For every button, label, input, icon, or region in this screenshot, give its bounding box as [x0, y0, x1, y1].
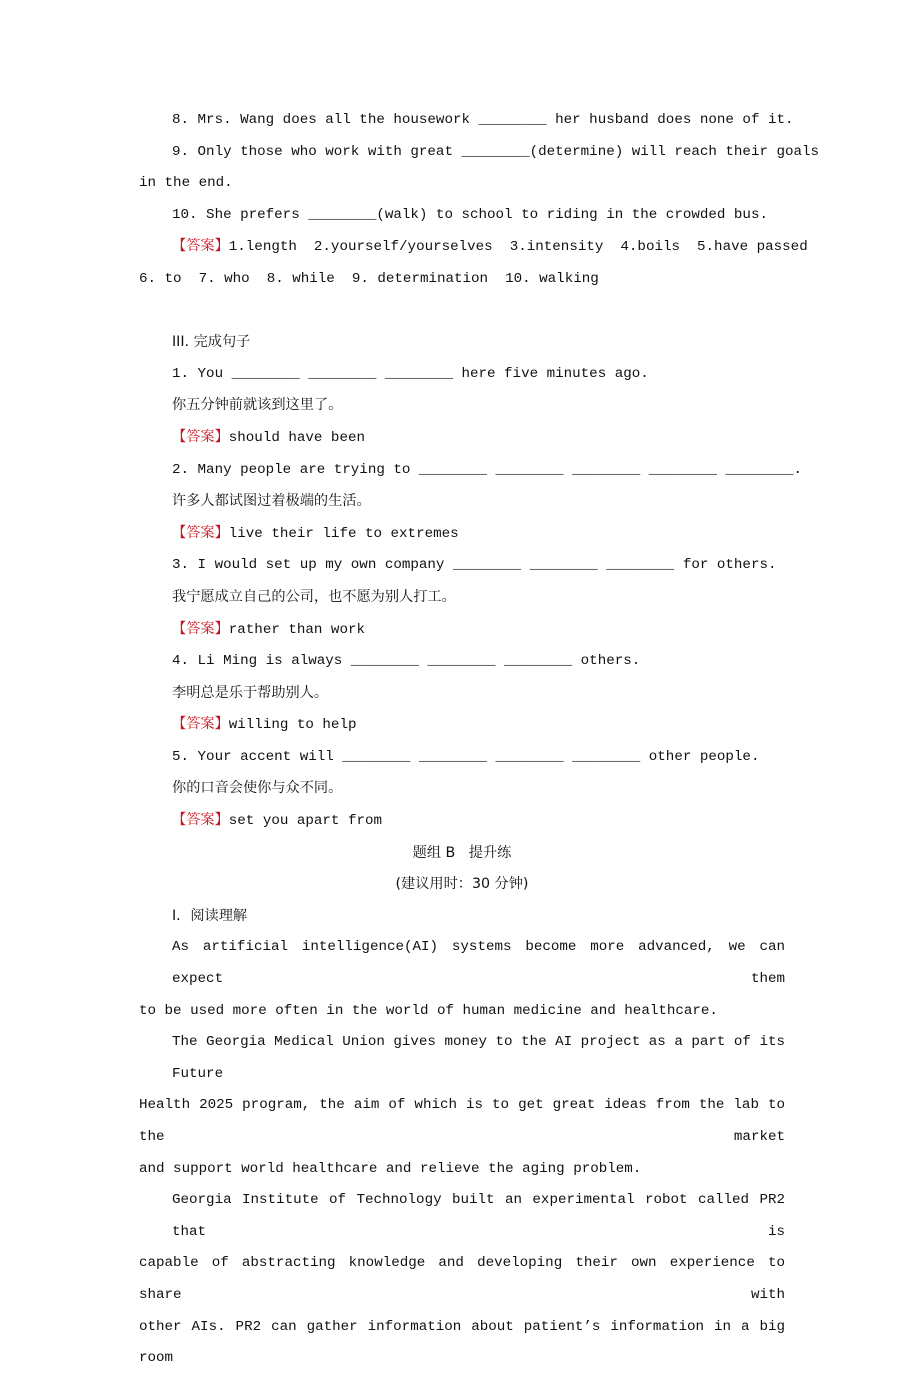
answer-tag: 【答案】 — [172, 620, 229, 637]
spacer — [139, 296, 785, 328]
answer-text: rather than work — [228, 621, 365, 638]
answer-tag: 【答案】 — [172, 716, 229, 733]
passage-p2-line-1: The Georgia Medical Union gives money to the AI project as a part of its Future — [172, 1034, 785, 1082]
group-b-subtitle: (建议用时：30 分钟) — [395, 876, 529, 893]
answer-text: live their life to extremes — [228, 525, 459, 542]
sentence-2-english: 2. Many people are trying to ________ ________ ________ ________ ________. — [172, 461, 803, 478]
question-9-line-2: in the end. — [139, 175, 233, 192]
document-page — [139, 105, 820, 1375]
passage-p3-line-1: Georgia Institute of Technology built an experimental robot called PR2 that is — [172, 1192, 785, 1240]
passage-p2-line-2: Health 2025 program, the aim of which is to get great ideas from the lab to the market — [139, 1097, 785, 1145]
sentence-1-english: 1. You ________ ________ ________ here five minutes ago. — [172, 365, 649, 382]
sentence-4-answer — [139, 709, 785, 742]
passage-p2-line-3: and support world healthcare and relieve the aging problem. — [139, 1160, 642, 1177]
answer-text: set you apart from — [228, 813, 383, 830]
sentence-4-english: 4. Li Ming is always ________ ________ ________ others. — [172, 653, 641, 670]
sentence-4-chinese: 李明总是乐于帮助别人。 — [172, 684, 329, 701]
sentence-5-english: 5. Your accent will ________ ________ ________ ________ other people. — [172, 748, 760, 765]
answer-text: willing to help — [228, 717, 357, 734]
answer-key-line-1 — [139, 231, 808, 264]
answer-text: should have been — [228, 429, 365, 446]
sentence-3-english: 3. I would set up my own company ________ ________ ________ for others. — [172, 557, 777, 574]
group-b-title: 题组 B 提升练 — [412, 844, 512, 861]
sentence-5-chinese: 你的口音会使你与众不同。 — [172, 780, 343, 797]
section-heading-complete-sentences: III. 完成句子 — [172, 334, 251, 351]
sentence-2-answer — [139, 518, 785, 551]
sentence-1-answer — [139, 422, 785, 455]
answer-key-text: 1.length 2.yourself/yourselves 3.intensity 4.boils 5.have passed — [228, 239, 808, 256]
passage-p1-line-2: to be used more often in the world of human medicine and healthcare. — [139, 1002, 718, 1019]
answer-key-line-2: 6. to 7. who 8. while 9. determination 10. walking — [139, 270, 599, 287]
passage-p3-line-2: capable of abstracting knowledge and developing their own experience to share with — [139, 1255, 785, 1303]
sentence-2-chinese: 许多人都试图过着极端的生活。 — [172, 493, 371, 510]
sentence-3-chinese: 我宁愿成立自己的公司，也不愿为别人打工。 — [172, 588, 456, 605]
passage-p3-line-3: other AIs. PR2 can gather information about patient’s information in a big room — [139, 1318, 785, 1367]
question-10: 10. She prefers ________(walk) to school to riding in the crowded bus. — [172, 206, 768, 223]
reading-section-heading: I．阅读理解 — [172, 907, 248, 924]
question-8: 8. Mrs. Wang does all the housework ________ her husband does none of it. — [172, 112, 794, 128]
answer-tag: 【答案】 — [172, 428, 229, 445]
passage-p1-line-1: As artificial intelligence(AI) systems become more advanced, we can expect them — [172, 939, 785, 988]
answer-tag: 【答案】 — [172, 812, 229, 829]
sentence-1-chinese: 你五分钟前就该到这里了。 — [172, 397, 343, 414]
answer-tag: 【答案】 — [172, 238, 229, 255]
sentence-3-answer — [139, 614, 785, 647]
sentence-5-answer — [139, 805, 785, 838]
answer-tag: 【答案】 — [172, 524, 229, 541]
question-9-line-1: 9. Only those who work with great ________(determine) will reach their goals — [172, 143, 820, 160]
